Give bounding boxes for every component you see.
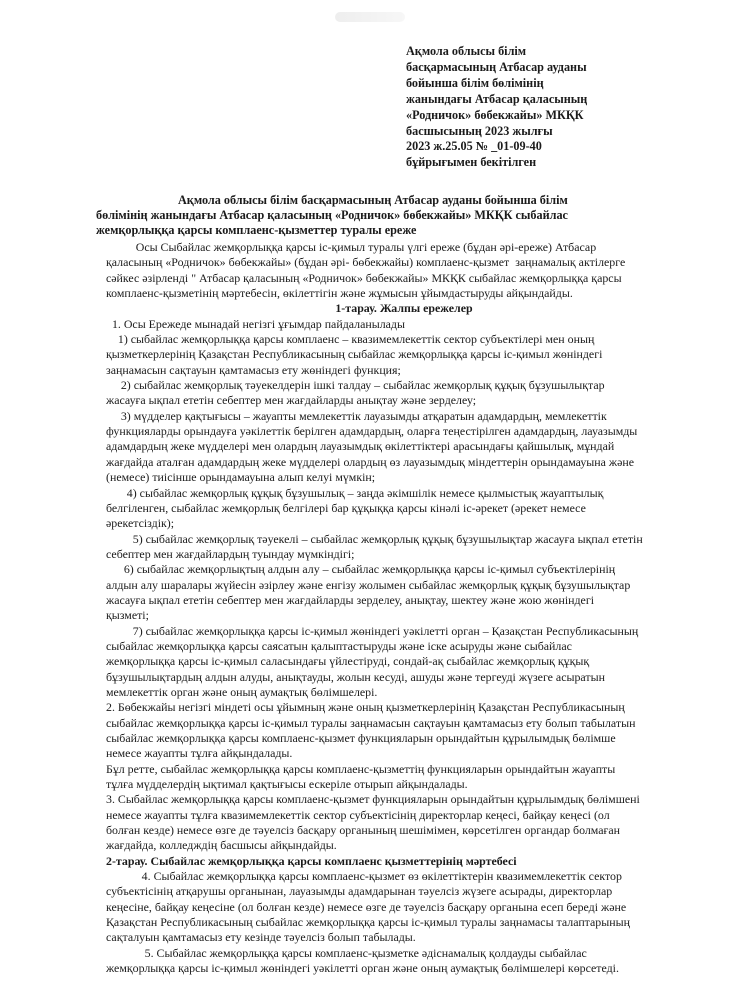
text-line: Қазақстан Республикасының сыбайлас жемқорлыққа қарсы іс-қимыл туралы заңнамасы талаптарының xyxy=(106,915,630,930)
text-line: жағдайда, колледждің басшысы айқындайды. xyxy=(106,838,337,853)
text-line: (немесе) тиісінше орындамауына алып келуі мүмкін; xyxy=(106,470,376,485)
text-line: 7) сыбайлас жемқорлыққа қарсы іс-қимыл жөніндегі уәкілетті орган – Қазақстан Республикасының xyxy=(106,623,639,638)
text-line: 4. Сыбайлас жемқорлыққа қарсы комплаенс-қызмет өз өкілеттіктерін квазимемлекеттік сектор xyxy=(106,869,622,884)
text-line: себептер мен жағдайлардың туындау мүмкіндігі; xyxy=(106,546,355,561)
text-line: қызметкерлерінің Қазақстан Республикасының сыбайлас жемқорлыққа қарсы іс-қимыл жөніндегі xyxy=(106,347,603,362)
text-line: 6) сыбайлас жемқорлықтың алдын алу – сыбайлас жемқорлыққа қарсы іс-қимыл субъектілерінің xyxy=(106,562,616,577)
text-line: 2) сыбайлас жемқорлық тәуекелдерін ішкі талдау – сыбайлас жемқорлық құқық бұзушылықтар xyxy=(106,378,605,393)
scan-smudge xyxy=(335,12,405,22)
text-line: 3. Сыбайлас жемқорлыққа қарсы комплаенс-қызмет функцияларын орындайтын құрылымдық бөлімшені xyxy=(106,792,640,807)
text-line: 2. Бөбекжайы негізгі міндеті осы ұйымның және оның қызметкерлерінің Қазақстан Республикасының xyxy=(106,700,625,715)
text-line: 5. Сыбайлас жемқорлыққа қарсы комплаенс-қызметке әдіснамалық қолдауды сыбайлас xyxy=(106,945,587,960)
text-line: тұлға мүдделердің ықтимал қақтығысы ескеріле отырып айқындалады. xyxy=(106,777,468,792)
text-line: Осы Сыбайлас жемқорлыққа қарсы іс-қимыл туралы үлгі ереже (бұдан әрі-ереже) Атбасар xyxy=(106,240,597,254)
section-1-heading: 1-тарау. Жалпы ережелер xyxy=(335,301,473,316)
approval-line: басшысының 2023 жылғы xyxy=(406,123,553,138)
text-line: 1. Осы Ережеде мынадай негізгі ұғымдар пайдаланылады xyxy=(106,316,405,331)
text-line: сәйкес әзірленді " Атбасар қаласының «Родничок» бөбекжайы» МКҚК сыбайлас жемқорлыққа қарсы xyxy=(106,270,622,285)
text-line: 4) сыбайлас жемқорлық құқық бұзушылық – заңда әкімшілік немесе қылмыстық жауаптылық xyxy=(106,485,604,500)
text-line: сақталуын қамтамасыз ету кезінде тәуелсіз болып табылады. xyxy=(106,930,416,945)
text-line: комплаенс-қызметінің мәртебесін, өкілеттігін және жұмысын ұйымдастыруды айқындайды. xyxy=(106,286,573,301)
approval-line: бойынша білім бөлімінің xyxy=(406,75,544,90)
text-line: 3) мүдделер қақтығысы – жауапты мемлекеттік лауазымды атқаратын адамдардың, мемлекеттік xyxy=(106,408,607,423)
intro-paragraph xyxy=(106,240,702,301)
text-line: мемлекеттік орган және оның аумақтық бөлімшелері. xyxy=(106,684,378,699)
text-line: белгіленген, сыбайлас жемқорлық белгілері бар құқыққа қарсы кінәлі іс-әрекет (әрекет немесе xyxy=(106,500,586,515)
approval-line: бұйрығымен бекітілген xyxy=(406,155,537,170)
text-line: кеңесіне, байқау кеңесіне (ол болған кезде) немесе өзге де тәуелсіз басқару органына есеп береді және xyxy=(106,899,627,914)
text-line: әрекетсіздік); xyxy=(106,516,175,531)
text-line: субъектісінің атқарушы органынан, лауазымды адамдарынан тәуелсіз жүзеге асырады, директорлар xyxy=(106,884,613,899)
approval-line: «Родничок» бөбекжайы» МКҚК xyxy=(406,107,584,122)
text-line: жемқорлыққа қарсы іс-қимыл жөніндегі уәкілетті орган және оның аумақтық бөлімшелері көрсетеді. xyxy=(106,961,619,976)
text-line: қызметі; xyxy=(106,608,149,623)
title-line: жемқорлыққа қарсы комплаенс-қызметтер туралы ереже xyxy=(96,223,417,237)
approval-block xyxy=(406,44,706,171)
text-line: немесе жауапты тұлға айқындалады. xyxy=(106,746,293,761)
text-line: сыбайлас жемқорлыққа қарсы іс-қимыл туралы заңнамасын сақтауын қамтамасыз ету болып табылатын xyxy=(106,715,636,730)
text-line: адамдардың жеке мүдделері мен олардың лауазымдық өкілеттіктері арасындағы қайшылық, мұндай xyxy=(106,439,615,454)
text-line: қаласының «Родничок» бөбекжайы» (бұдан әрі- бөбекжайы) комплаенс-қызмет заңнамалық актілерге xyxy=(106,255,626,270)
approval-line: басқармасының Атбасар ауданы xyxy=(406,59,587,74)
text-line: жасауға ықпал ететін себептер мен жағдайларды анықтау және зерделеу; xyxy=(106,393,477,408)
document-body xyxy=(106,240,702,977)
text-line: болған кезде) немесе өзге де тәуелсіз басқару органының шешімімен, көрсетілген органдар болмаған xyxy=(106,823,621,838)
text-line: 1) сыбайлас жемқорлыққа қарсы комплаенс – квазимемлекеттік сектор субъектілері мен оның xyxy=(106,332,595,347)
text-line: бұзушылықтардың алдын алуды, анықтауды, жолын кесуді, ашуды және тергеуді жүзеге асыратын xyxy=(106,669,605,684)
text-line: алдын алу шаралары жүйесін әзірлеу және енгізу жолымен сыбайлас жемқорлық құқық бұзушылықтар xyxy=(106,577,631,592)
text-line: жасауға ықпал ететін себептер мен жағдайларды зерделеу, анықтау, шектеу және жою жөніндегі xyxy=(106,592,595,607)
approval-line: Ақмола облысы білім xyxy=(406,44,527,58)
title-line: Ақмола облысы білім басқармасының Атбасар ауданы бойынша білім xyxy=(178,193,568,207)
section-1-body xyxy=(106,317,702,854)
title-line: бөлімінің жанындағы Атбасар қаласының «Родничок» бөбекжайы» МКҚК сыбайлас xyxy=(96,208,568,222)
text-line: функцияларды орындауға уәкілеттік берілген адамдардың, оларға теңестірілген адамдардың, лауазымды xyxy=(106,424,638,439)
section-2-heading: 2-тарау. Сыбайлас жемқорлыққа қарсы комплаенс қызметтерінің мәртебесі xyxy=(106,853,517,868)
text-line: сыбайлас жемқорлыққа қарсы саясатын қалыптастыруды және іске асыруды және сыбайлас xyxy=(106,638,572,653)
approval-line: 2023 ж.25.05 № _01-09-40 xyxy=(406,139,542,154)
text-line: немесе жауапты тұлға квазимемлекеттік сектор субъектісінің директорлар кеңесі, байқау кеңесі (ол xyxy=(106,807,610,822)
approval-line: жанындағы Атбасар қаласының xyxy=(406,91,588,106)
section-2-body xyxy=(106,869,702,976)
text-line: жемқорлыққа қарсы іс-қимыл саласындағы үйлестіруді, сондай-ақ сыбайлас жемқорлық құқық xyxy=(106,654,590,669)
document-title xyxy=(96,193,696,238)
text-line: сыбайлас жемқорлыққа қарсы комплаенс-қызмет функцияларын орындайтын құрылымдық бөлімше xyxy=(106,731,616,745)
text-line: Бұл ретте, сыбайлас жемқорлыққа қарсы комплаенс-қызметтің функцияларын орындайтын жауапты xyxy=(106,761,616,776)
text-line: 5) сыбайлас жемқорлық тәуекелі – сыбайлас жемқорлық құқық бұзушылықтар жасауға ықпал ететін xyxy=(106,531,643,546)
text-line: жағдайда аталған адамдардың жеке мүдделері олардың өз лауазымдық міндеттерін орындамауына және xyxy=(106,454,635,469)
text-line: заңнамасын сақтауын қамтамасыз ету жөніндегі функция; xyxy=(106,362,401,377)
